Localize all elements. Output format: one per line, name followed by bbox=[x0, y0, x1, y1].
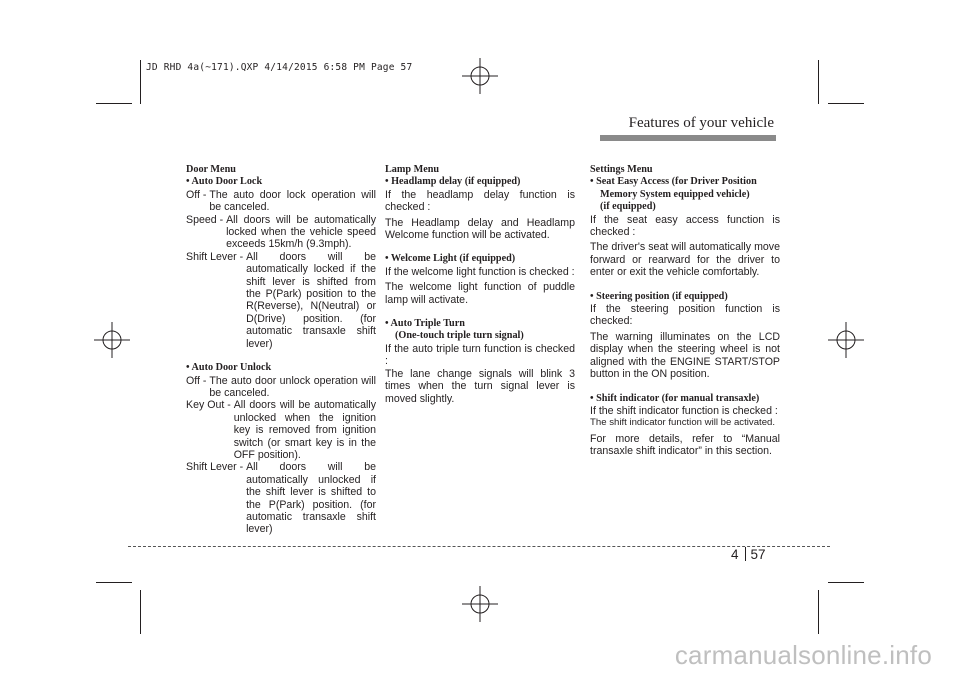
item-description: All doors will be automatically locked when the vehicle speed exceeds 15km/h (9.3mph). bbox=[226, 213, 376, 251]
shift-indicator-heading: • Shift indicator (for manual transaxle) bbox=[590, 392, 760, 404]
item-description: The auto door lock operation will be canceled. bbox=[209, 188, 376, 214]
item-label: Off - bbox=[186, 188, 210, 201]
chapter-number: 4 bbox=[731, 547, 739, 562]
list-item bbox=[186, 375, 376, 400]
registration-mark-bottom bbox=[462, 586, 498, 622]
list-item bbox=[186, 214, 376, 251]
list-item bbox=[186, 461, 376, 535]
seat-easy-access-heading: • Seat Easy Access (for Driver Position bbox=[590, 176, 757, 188]
headlamp-delay-heading: • Headlamp delay (if equipped) bbox=[385, 176, 521, 188]
list-item bbox=[186, 251, 376, 350]
steering-position-condition: If the steering position function is checked: bbox=[590, 303, 780, 328]
auto-triple-turn-description: The lane change signals will blink 3 times when the turn signal lever is moved slightly. bbox=[385, 367, 575, 405]
item-description: The auto door unlock operation will be canceled. bbox=[209, 374, 376, 399]
welcome-light-description: The welcome light function of puddle lamp will activate. bbox=[385, 281, 575, 306]
steering-position-description: The warning illuminates on the LCD display when the steering wheel is not aligned with the ENGINE START/STOP button in the ON position. bbox=[590, 330, 780, 381]
seat-easy-access-condition: If the seat easy access function is checked : bbox=[590, 213, 780, 239]
auto-triple-turn-condition: If the auto triple turn function is checked : bbox=[385, 342, 575, 368]
auto-triple-turn-subheading: (One-touch triple turn signal) bbox=[395, 330, 524, 342]
page-number-value: 57 bbox=[750, 547, 766, 562]
item-label: Speed - bbox=[186, 213, 227, 226]
list-item bbox=[186, 399, 376, 461]
registration-mark-top bbox=[462, 58, 498, 94]
page-number-divider bbox=[745, 547, 746, 561]
seat-easy-access-subheading: Memory System equipped vehicle) bbox=[600, 188, 750, 200]
column-door-menu bbox=[186, 164, 376, 536]
welcome-light-condition: If the welcome light function is checked : bbox=[385, 265, 575, 278]
item-description: All doors will be automatically unlocked when the ignition key is removed from ignition switch (or smart key is in the OFF position). bbox=[233, 399, 376, 461]
section-header-title: Features of your vehicle bbox=[628, 115, 774, 131]
column-settings-menu bbox=[590, 164, 780, 458]
welcome-light-heading: • Welcome Light (if equipped) bbox=[385, 253, 516, 265]
item-description: All doors will be automatically unlocked if the shift lever is shifted to the P(Park) position. (for automatic transaxle shift lever) bbox=[246, 461, 376, 536]
watermark: carmanualsonline.info bbox=[674, 640, 932, 670]
lamp-menu-heading: Lamp Menu bbox=[385, 164, 440, 175]
seat-easy-access-description: The driver's seat will automatically move forward or rearward for the driver to enter or exit the vehicle comfortably. bbox=[590, 241, 780, 279]
headlamp-condition: If the headlamp delay function is checked : bbox=[385, 188, 575, 214]
header-rule bbox=[600, 135, 776, 141]
auto-door-unlock-heading: • Auto Door Unlock bbox=[186, 362, 272, 374]
printer-slug: JD RHD 4a(~171).QXP 4/14/2015 6:58 PM Page 57 bbox=[146, 62, 413, 73]
door-menu-heading: Door Menu bbox=[186, 164, 236, 175]
shift-indicator-condition: If the shift indicator function is checked : bbox=[590, 404, 778, 417]
item-label: Shift Lever - bbox=[186, 461, 247, 474]
settings-menu-heading: Settings Menu bbox=[590, 164, 653, 175]
registration-mark-right bbox=[828, 322, 864, 358]
page-number bbox=[731, 547, 766, 562]
list-item bbox=[186, 189, 376, 214]
column-lamp-menu bbox=[385, 164, 575, 405]
shift-indicator-description: The shift indicator function will be activated. bbox=[590, 417, 776, 429]
shift-indicator-reference: For more details, refer to “Manual transaxle shift indicator” in this section. bbox=[590, 432, 780, 458]
steering-position-heading: • Steering position (if equipped) bbox=[590, 290, 728, 302]
item-label: Off - bbox=[186, 374, 210, 387]
registration-mark-left bbox=[94, 322, 130, 358]
item-description: All doors will be automatically locked if the shift lever is shifted from the P(Park) position to the R(Reverse), N(Neutral) or D(Drive) position. (for automatic transaxle shift lever) bbox=[246, 250, 376, 350]
auto-door-lock-heading: • Auto Door Lock bbox=[186, 176, 263, 188]
footer-rule bbox=[128, 546, 830, 547]
auto-triple-turn-heading: • Auto Triple Turn bbox=[385, 318, 465, 330]
headlamp-description: The Headlamp delay and Headlamp Welcome function will be activated. bbox=[385, 216, 575, 242]
seat-easy-access-equipped: (if equipped) bbox=[600, 201, 656, 213]
item-label: Shift Lever - bbox=[186, 250, 247, 263]
item-label: Key Out - bbox=[186, 399, 234, 412]
